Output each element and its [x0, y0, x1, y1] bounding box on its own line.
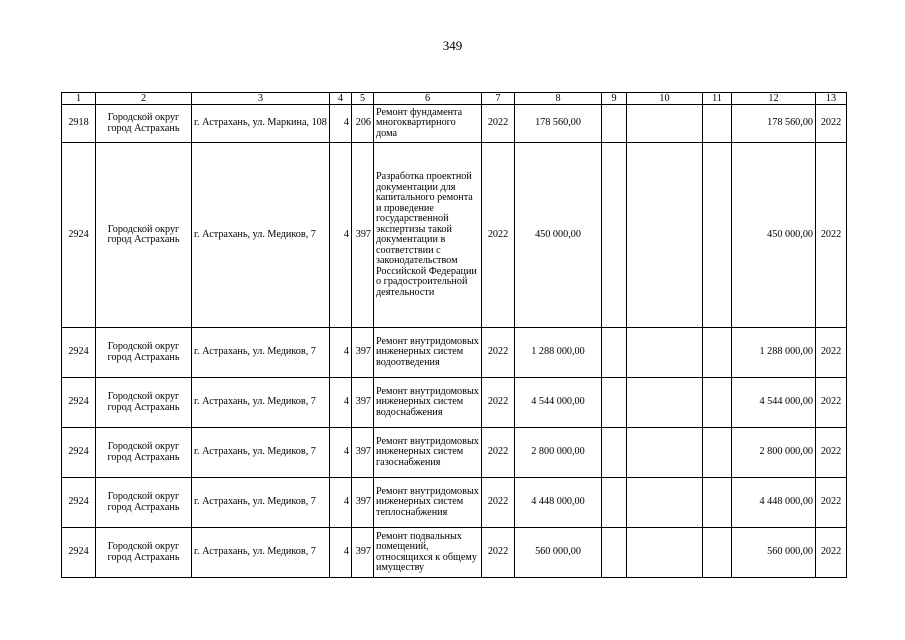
- cell-total: 1 288 000,00: [515, 328, 602, 378]
- cell-year: 2022: [482, 528, 515, 578]
- cell-year: 2022: [482, 143, 515, 328]
- cell-c12: 450 000,00: [732, 143, 816, 328]
- cell-municipality: Городской округ город Астрахань: [96, 428, 192, 478]
- table-row: [62, 378, 847, 428]
- cell-c4: 4: [330, 105, 352, 143]
- table-row: [62, 328, 847, 378]
- cell-c13: 2022: [816, 528, 847, 578]
- column-header: 12: [732, 93, 816, 105]
- cell-municipality: Городской округ город Астрахань: [96, 478, 192, 528]
- cell-address: г. Астрахань, ул. Медиков, 7: [192, 428, 330, 478]
- column-header: 4: [330, 93, 352, 105]
- cell-year: 2022: [482, 478, 515, 528]
- cell-address: г. Астрахань, ул. Медиков, 7: [192, 143, 330, 328]
- cell-c12: 4 544 000,00: [732, 378, 816, 428]
- cell-total: 4 448 000,00: [515, 478, 602, 528]
- table-row: [62, 478, 847, 528]
- cell-c5: 397: [352, 428, 374, 478]
- cell-c9: [602, 143, 627, 328]
- cell-c9: [602, 105, 627, 143]
- cell-c4: 4: [330, 143, 352, 328]
- cell-c11: [703, 328, 732, 378]
- cell-c10: [627, 105, 703, 143]
- cell-address: г. Астрахань, ул. Медиков, 7: [192, 528, 330, 578]
- column-header: 10: [627, 93, 703, 105]
- cell-work: Ремонт внутридомовых инженерных систем теплоснабжения: [374, 478, 482, 528]
- cell-c11: [703, 143, 732, 328]
- cell-work: Ремонт внутридомовых инженерных систем водоснабжения: [374, 378, 482, 428]
- cell-address: г. Астрахань, ул. Медиков, 7: [192, 328, 330, 378]
- cell-c5: 397: [352, 378, 374, 428]
- table-row: [62, 143, 847, 328]
- cell-total: 4 544 000,00: [515, 378, 602, 428]
- column-header: 13: [816, 93, 847, 105]
- cell-total: 178 560,00: [515, 105, 602, 143]
- cell-id: 2924: [62, 478, 96, 528]
- cell-year: 2022: [482, 105, 515, 143]
- cell-year: 2022: [482, 328, 515, 378]
- column-header: 3: [192, 93, 330, 105]
- cell-total: 560 000,00: [515, 528, 602, 578]
- cell-c10: [627, 528, 703, 578]
- cell-municipality: Городской округ город Астрахань: [96, 105, 192, 143]
- cell-c13: 2022: [816, 478, 847, 528]
- cell-c13: 2022: [816, 428, 847, 478]
- cell-total: 2 800 000,00: [515, 428, 602, 478]
- cell-total: 450 000,00: [515, 143, 602, 328]
- cell-work: Ремонт подвальных помещений, относящихся к общему имуществу: [374, 528, 482, 578]
- column-header: 1: [62, 93, 96, 105]
- cell-c12: 1 288 000,00: [732, 328, 816, 378]
- cell-c10: [627, 143, 703, 328]
- cell-id: 2924: [62, 378, 96, 428]
- cell-c5: 206: [352, 105, 374, 143]
- column-header: 6: [374, 93, 482, 105]
- cell-c4: 4: [330, 328, 352, 378]
- cell-c4: 4: [330, 478, 352, 528]
- cell-c9: [602, 478, 627, 528]
- cell-work: Ремонт внутридомовых инженерных систем газоснабжения: [374, 428, 482, 478]
- cell-work: Ремонт фундамента многоквартирного дома: [374, 105, 482, 143]
- header-row: [62, 93, 847, 105]
- cell-c13: 2022: [816, 378, 847, 428]
- cell-address: г. Астрахань, ул. Маркина, 108: [192, 105, 330, 143]
- column-header: 7: [482, 93, 515, 105]
- cell-c11: [703, 428, 732, 478]
- column-header: 11: [703, 93, 732, 105]
- cell-c4: 4: [330, 428, 352, 478]
- cell-c9: [602, 328, 627, 378]
- cell-c13: 2022: [816, 105, 847, 143]
- cell-c12: 2 800 000,00: [732, 428, 816, 478]
- cell-c12: 178 560,00: [732, 105, 816, 143]
- cell-c5: 397: [352, 328, 374, 378]
- table-row: [62, 528, 847, 578]
- table-row: [62, 428, 847, 478]
- cell-c11: [703, 378, 732, 428]
- cell-c12: 4 448 000,00: [732, 478, 816, 528]
- cell-id: 2924: [62, 328, 96, 378]
- cell-municipality: Городской округ город Астрахань: [96, 528, 192, 578]
- cell-work: Ремонт внутридомовых инженерных систем водоотведения: [374, 328, 482, 378]
- column-header: 2: [96, 93, 192, 105]
- cell-municipality: Городской округ город Астрахань: [96, 328, 192, 378]
- cell-c9: [602, 428, 627, 478]
- cell-c11: [703, 105, 732, 143]
- cell-address: г. Астрахань, ул. Медиков, 7: [192, 378, 330, 428]
- cell-c10: [627, 478, 703, 528]
- cell-id: 2918: [62, 105, 96, 143]
- cell-id: 2924: [62, 143, 96, 328]
- cell-c11: [703, 528, 732, 578]
- cell-c5: 397: [352, 143, 374, 328]
- cell-c4: 4: [330, 528, 352, 578]
- cell-c12: 560 000,00: [732, 528, 816, 578]
- cell-c10: [627, 378, 703, 428]
- cell-c5: 397: [352, 528, 374, 578]
- cell-id: 2924: [62, 528, 96, 578]
- cell-c9: [602, 528, 627, 578]
- cell-c11: [703, 478, 732, 528]
- cell-c4: 4: [330, 378, 352, 428]
- column-header: 5: [352, 93, 374, 105]
- column-header: 9: [602, 93, 627, 105]
- cell-c13: 2022: [816, 143, 847, 328]
- cell-municipality: Городской округ город Астрахань: [96, 378, 192, 428]
- page-number: 349: [442, 38, 463, 53]
- cell-address: г. Астрахань, ул. Медиков, 7: [192, 478, 330, 528]
- cell-c5: 397: [352, 478, 374, 528]
- table-row: [62, 105, 847, 143]
- cell-year: 2022: [482, 428, 515, 478]
- program-table: [61, 92, 847, 578]
- cell-work: Разработка проектной документации для капитального ремонта и проведение государственной экспертизы такой документации в соответствии с законодательством Российской Федерации о градостроительной деятельности: [374, 143, 482, 328]
- cell-municipality: Городской округ город Астрахань: [96, 143, 192, 328]
- cell-c10: [627, 428, 703, 478]
- cell-year: 2022: [482, 378, 515, 428]
- column-header: 8: [515, 93, 602, 105]
- cell-c10: [627, 328, 703, 378]
- cell-c13: 2022: [816, 328, 847, 378]
- cell-id: 2924: [62, 428, 96, 478]
- cell-c9: [602, 378, 627, 428]
